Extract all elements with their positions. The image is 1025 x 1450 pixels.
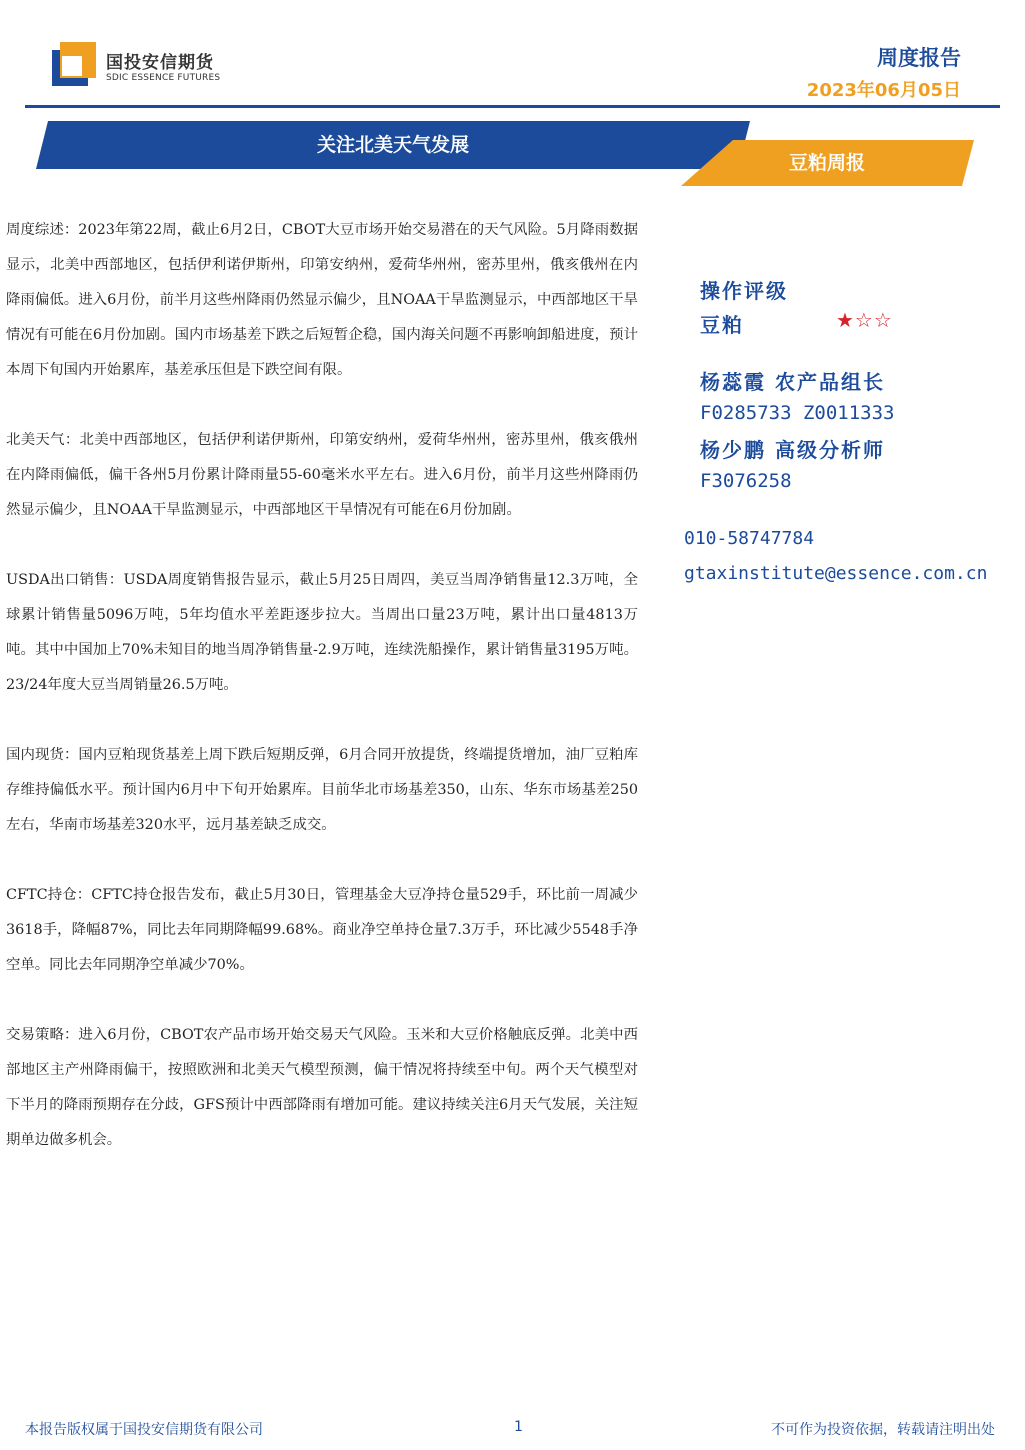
paragraph-domestic-spot: 国内现货：国内豆粕现货基差上周下跌后短期反弹，6月合同开放提货，终端提货增加，油厂豆粕库存维持偏低水平。预计国内6月中下旬开始累库。目前华北市场基差350，山东、华东市场基差250左右，华南市场基差320水平，远月基差缺乏成交。 bbox=[6, 747, 638, 833]
contact-phone: 010-58747784 bbox=[684, 528, 815, 549]
rating-commodity: 豆粕 bbox=[700, 313, 744, 337]
footer-copyright: 本报告版权属于国投安信期货有限公司 bbox=[25, 1422, 263, 1438]
paragraph-cftc-position: CFTC持仓：CFTC持仓报告发布，截止5月30日，管理基金大豆净持仓量529手，环比前一周减少3618手，降幅87%，同比去年同期降幅99.68%。商业净空单持仓量7.3万手，环比减少5548手净空单。同比去年同期净空单减少70%。 bbox=[6, 887, 638, 973]
logo-company-name: 国投安信期货 bbox=[106, 53, 214, 73]
rating-stars-icon: ★☆☆ bbox=[836, 308, 893, 332]
report-title: 关注北美天气发展 bbox=[316, 134, 469, 156]
footer-disclaimer: 不可作为投资依据，转载请注明出处 bbox=[771, 1422, 995, 1438]
report-type: 周度报告 bbox=[877, 46, 961, 70]
report-date: 2023年06月05日 bbox=[806, 80, 961, 101]
paragraph-trading-strategy: 交易策略：进入6月份，CBOT农产品市场开始交易天气风险。玉米和大豆价格触底反弹。北美中西部地区主产州降雨偏干，按照欧洲和北美天气模型预测，偏干情况将持续至中旬。两个天气模型对下半月的降雨预期存在分歧，GFS预计中西部降雨有增加可能。建议持续关注6月天气发展，关注短期单边做多机会。 bbox=[6, 1027, 638, 1148]
analyst-2-license: F3076258 bbox=[700, 470, 792, 492]
main-content bbox=[6, 213, 638, 1193]
page-number: 1 bbox=[514, 1419, 523, 1435]
rating-label: 操作评级 bbox=[700, 279, 788, 303]
logo-company-name-en: SDIC ESSENCE FUTURES bbox=[106, 73, 221, 83]
paragraph-weekly-summary: 周度综述：2023年第22周，截止6月2日，CBOT大豆市场开始交易潜在的天气风险。5月降雨数据显示，北美中西部地区，包括伊利诺伊斯州，印第安纳州，爱荷华州州，密苏里州，俄亥俄州在内降雨偏低。进入6月份，前半月这些州降雨仍然显示偏少，且NOAA干旱监测显示，中西部地区干旱情况有可能在6月份加剧。国内市场基差下跌之后短暂企稳，国内海关问题不再影响卸船进度，预计本周下旬国内开始累库，基差承压但是下跌空间有限。 bbox=[6, 222, 638, 378]
paragraph-na-weather: 北美天气：北美中西部地区，包括伊利诺伊斯州，印第安纳州，爱荷华州州，密苏里州，俄亥俄州在内降雨偏低，偏干各州5月份累计降雨量55-60毫米水平左右。进入6月份，前半月这些州降雨仍然显示偏少，且NOAA干旱监测显示，中西部地区干旱情况有可能在6月份加剧。 bbox=[6, 432, 638, 518]
analyst-1-name: 杨蕊霞 农产品组长 bbox=[700, 370, 885, 394]
contact-email[interactable]: gtaxinstitute@essence.com.cn bbox=[684, 563, 988, 584]
report-category: 豆粕周报 bbox=[788, 152, 865, 174]
paragraph-usda-export: USDA出口销售：USDA周度销售报告显示，截止5月25日周四，美豆当周净销售量12.3万吨，全球累计销售量5096万吨，5年均值水平差距逐步拉大。当周出口量23万吨，累计出口量4813万吨。其中中国加上70%未知目的地当周净销售量-2.9万吨，连续洗船操作，累计销售量3195万吨。23/24年度大豆当周销量26.5万吨。 bbox=[6, 572, 638, 693]
company-logo bbox=[52, 40, 252, 90]
header-divider bbox=[25, 105, 1000, 108]
analyst-2-name: 杨少鹏 高级分析师 bbox=[700, 438, 885, 462]
logo-mark-icon bbox=[52, 42, 96, 86]
analyst-1-license: F0285733 Z0011333 bbox=[700, 402, 895, 424]
